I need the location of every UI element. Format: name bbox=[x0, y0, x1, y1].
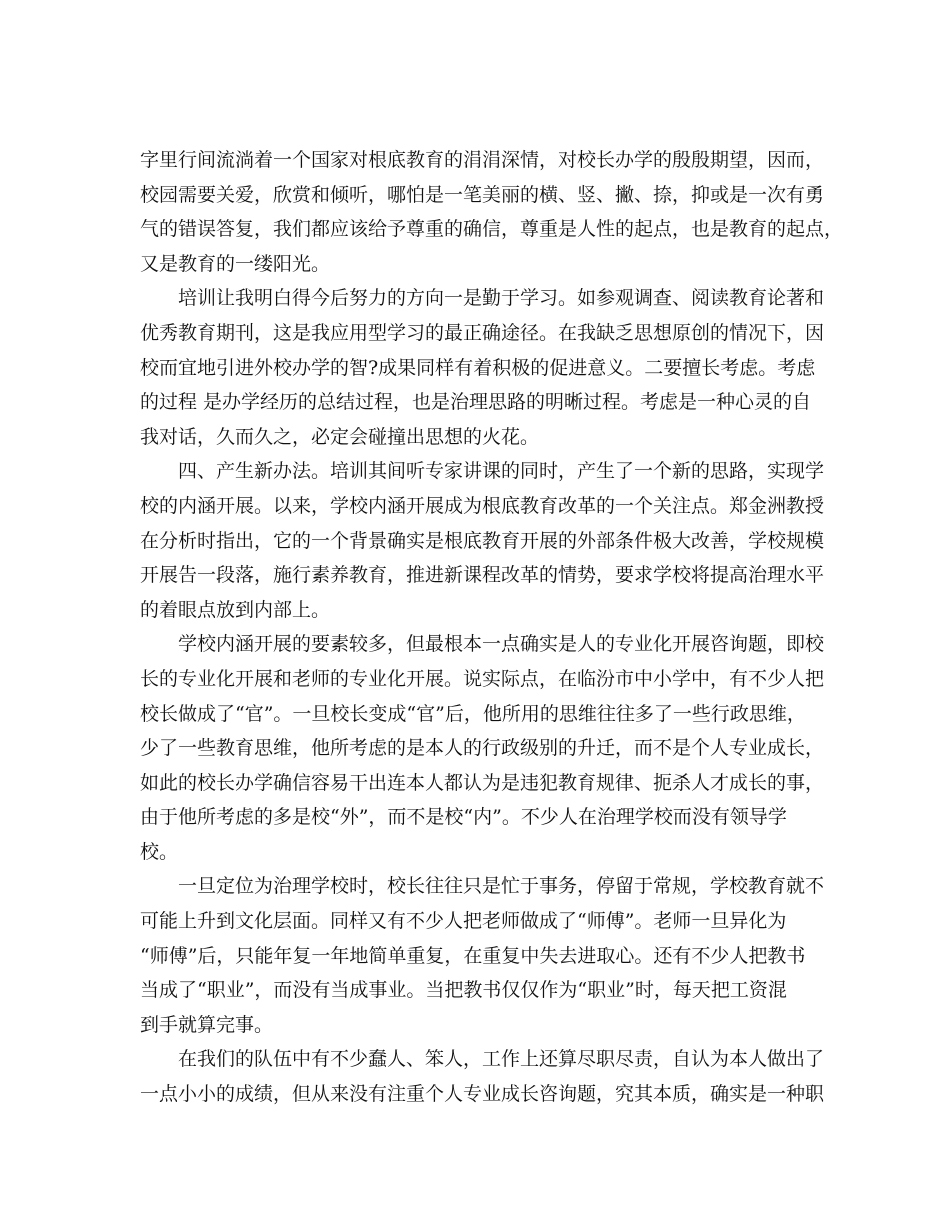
paragraph bbox=[140, 454, 825, 627]
text-line: 校的内涵开展。以来，学校内涵开展成为根底教育改革的一个关注点。郑金洲教授 bbox=[140, 494, 825, 517]
text-line: 培训让我明白得今后努力的方向一是勤于学习。如参观调查、阅读教育论著和 bbox=[178, 287, 825, 310]
text-line: 又是教育的一缕阳光。 bbox=[140, 252, 331, 275]
text-line: 校而宜地引进外校办学的智?成果同样有着积极的促进意义。二要擅长考虑。考虑 bbox=[140, 356, 816, 379]
paragraph bbox=[140, 143, 844, 281]
paragraph bbox=[140, 627, 825, 869]
text-line: 的着眼点放到内部上。 bbox=[140, 598, 331, 621]
document-body bbox=[140, 143, 844, 1112]
text-line: 校园需要关爱，欣赏和倾听，哪怕是一笔美丽的横、竖、撇、捺，抑或是一次有勇 bbox=[140, 183, 825, 206]
text-line: 开展告一段落，施行素养教育，推进新课程改革的情势，要求学校将提高治理水平 bbox=[140, 564, 825, 587]
paragraph bbox=[140, 1042, 825, 1111]
text-line: 少了一些教育思维，他所考虑的是本人的行政级别的升迁，而不是个人专业成长， bbox=[140, 737, 825, 760]
text-line: 长的专业化开展和老师的专业化开展。说实际点，在临汾市中小学中，有不少人把 bbox=[140, 667, 825, 690]
paragraph bbox=[140, 281, 825, 454]
text-line: 校。 bbox=[140, 840, 179, 863]
text-line: 如此的校长办学确信容易干出连本人都认为是违犯教育规律、扼杀人才成长的事， bbox=[140, 771, 825, 794]
text-line: 校长做成了“官”。一旦校长变成“官”后，他所用的思维往往多了一些行政思维， bbox=[140, 702, 806, 725]
text-line: 四、产生新办法。培训其间听专家讲课的同时，产生了一个新的思路，实现学 bbox=[178, 460, 825, 483]
paragraph bbox=[140, 869, 825, 1042]
text-line: 一旦定位为治理学校时，校长往往只是忙于事务，停留于常规，学校教育就不 bbox=[178, 875, 825, 898]
text-line: 一点小小的成绩，但从来没有注重个人专业成长咨询题，究其本质，确实是一种职 bbox=[140, 1083, 825, 1106]
text-line: 到手就算完事。 bbox=[140, 1013, 274, 1036]
text-line: 在我们的队伍中有不少蠢人、笨人，工作上还算尽职尽责，自认为本人做出了 bbox=[178, 1048, 825, 1071]
text-line: 气的错误答复，我们都应该给予尊重的确信，尊重是人性的起点，也是教育的起点， bbox=[140, 218, 844, 241]
text-line: 我对话，久而久之，必定会碰撞出思想的火花。 bbox=[140, 425, 540, 448]
text-line: 由于他所考虑的多是校“外”，而不是校“内”。不少人在治理学校而没有领导学 bbox=[140, 806, 787, 829]
text-line: 字里行间流淌着一个国家对根底教育的涓涓深情，对校长办学的殷殷期望，因而， bbox=[140, 149, 825, 171]
text-line: 的过程 是办学经历的总结过程，也是治理思路的明晰过程。考虑是一种心灵的自 bbox=[140, 391, 812, 414]
text-line: 在分析时指出，它的一个背景确实是根底教育开展的外部条件极大改善，学校规模 bbox=[140, 529, 825, 552]
text-line: 当成了“职业”，而没有当成事业。当把教书仅仅作为“职业”时，每天把工资混 bbox=[140, 979, 787, 1002]
text-line: “师傅”后，只能年复一年地简单重复，在重复中失去进取心。还有不少人把教书 bbox=[140, 944, 806, 967]
text-line: 学校内涵开展的要素较多，但最根本一点确实是人的专业化开展咨询题，即校 bbox=[178, 633, 825, 656]
text-line: 优秀教育期刊，这是我应用型学习的最正确途径。在我缺乏思想原创的情况下，因 bbox=[140, 321, 825, 344]
text-line: 可能上升到文化层面。同样又有不少人把老师做成了“师傅”。老师一旦异化为 bbox=[140, 910, 787, 933]
